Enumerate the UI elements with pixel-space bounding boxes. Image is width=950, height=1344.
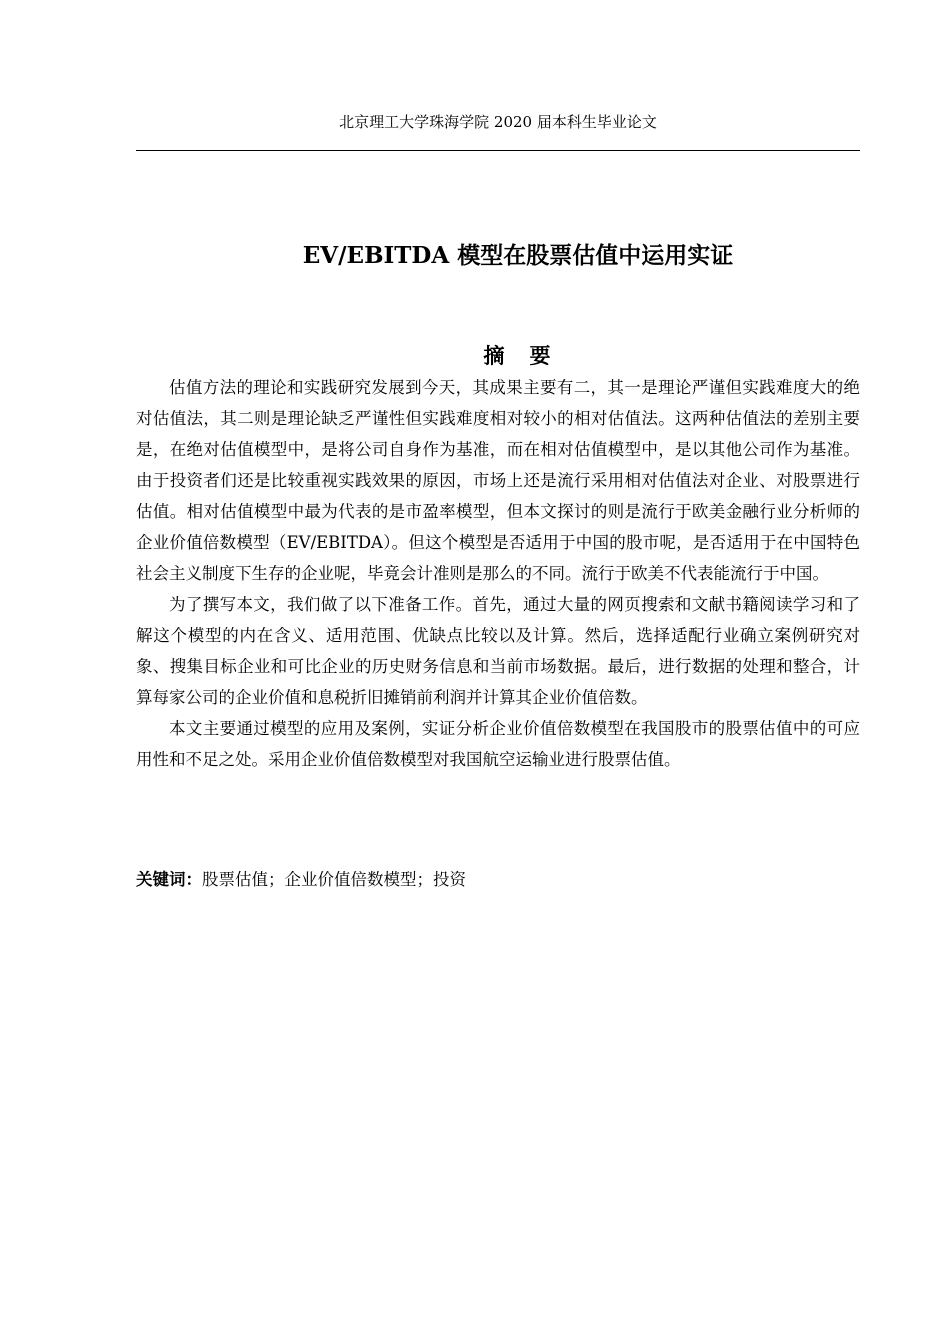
keywords-value: 股票估值；企业价值倍数模型；投资 (202, 870, 466, 889)
keywords-line (136, 866, 860, 894)
thesis-title: EV/EBITDA 模型在股票估值中运用实证 (302, 242, 734, 269)
abstract-heading: 摘 要 (483, 343, 553, 368)
header-divider (136, 150, 860, 151)
abstract-body (136, 372, 860, 775)
keywords-label: 关键词： (136, 870, 202, 889)
abstract-paragraph-3: 本文主要通过模型的应用及案例，实证分析企业价值倍数模型在我国股市的股票估值中的可应用性和不足之处。采用企业价值倍数模型对我国航空运输业进行股票估值。 (136, 719, 860, 769)
abstract-paragraph-1: 估值方法的理论和实践研究发展到今天，其成果主要有二，其一是理论严谨但实践难度大的绝对估值法，其二则是理论缺乏严谨性但实践难度相对较小的相对估值法。这两种估值法的差别主要是，在绝对估值模型中，是将公司自身作为基准，而在相对估值模型中，是以其他公司作为基准。由于投资者们还是比较重视实践效果的原因，市场上还是流行采用相对估值法对企业、对股票进行估值。相对估值模型中最为代表的是市盈率模型，但本文探讨的则是流行于欧美金融行业分析师的企业价值倍数模型（EV/EBITDA）。但这个模型是否适用于中国的股市呢，是否适用于在中国特色社会主义制度下生存的企业呢，毕竟会计准则是那么的不同。流行于欧美不代表能流行于中国。 (136, 378, 860, 583)
abstract-paragraph-2: 为了撰写本文，我们做了以下准备工作。首先，通过大量的网页搜索和文献书籍阅读学习和了解这个模型的内在含义、适用范围、优缺点比较以及计算。然后，选择适配行业确立案例研究对象、搜集目标企业和可比企业的历史财务信息和当前市场数据。最后，进行数据的处理和整合，计算每家公司的企业价值和息税折旧摊销前利润并计算其企业价值倍数。 (136, 595, 860, 707)
running-header: 北京理工大学珠海学院 2020 届本科生毕业论文 (339, 113, 657, 131)
